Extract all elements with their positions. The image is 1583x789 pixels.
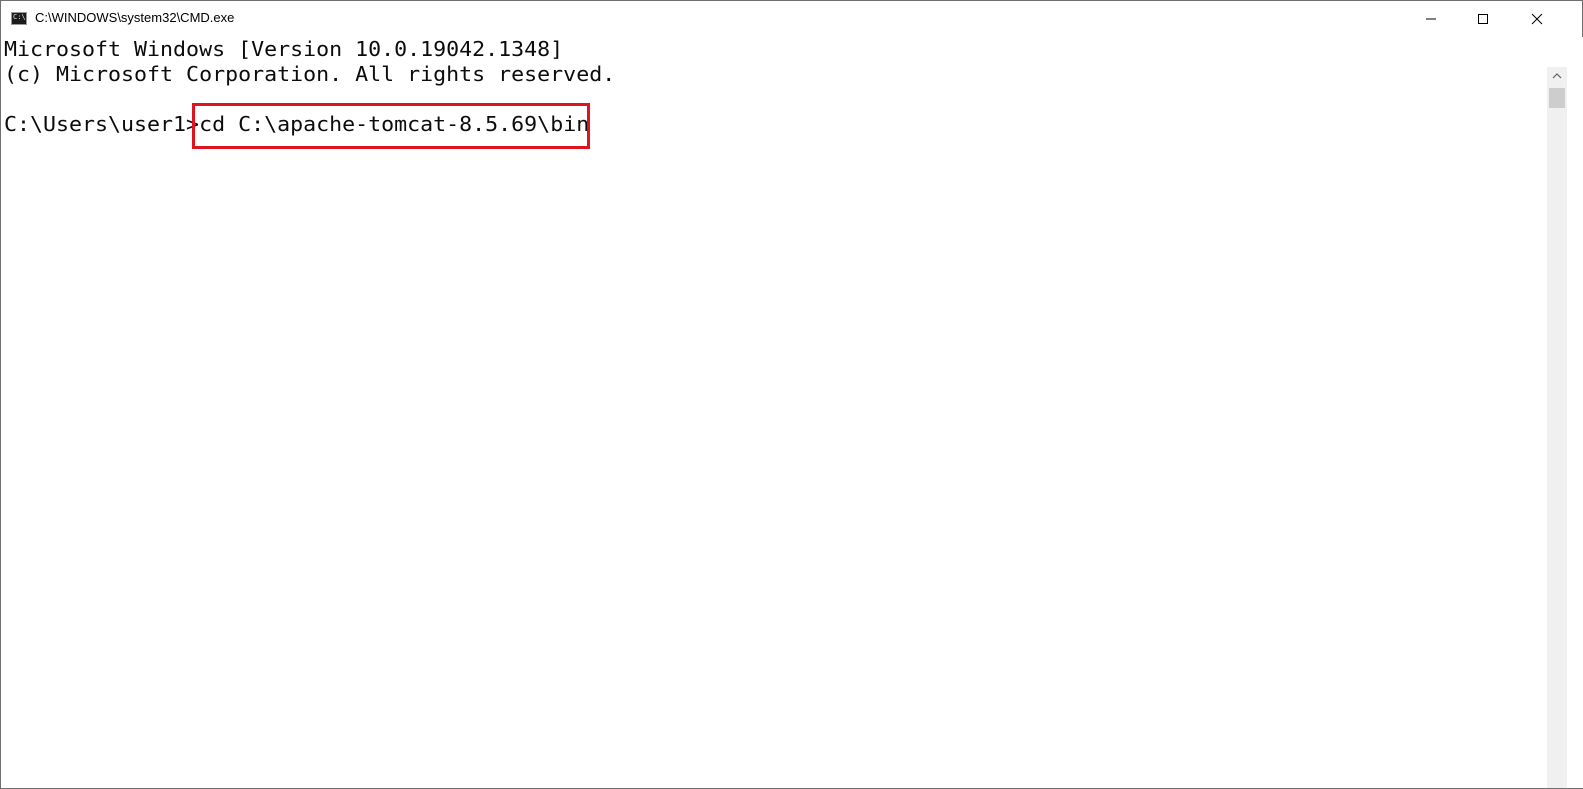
minimize-button[interactable]: [1405, 1, 1457, 37]
close-icon: [1531, 13, 1543, 25]
typed-command: cd C:\apache-tomcat-8.5.69\bin: [199, 112, 590, 136]
close-button[interactable]: [1511, 1, 1563, 37]
minimize-icon: [1425, 13, 1437, 25]
scroll-thumb[interactable]: [1549, 88, 1565, 108]
window-title: C:\WINDOWS\system32\CMD.exe: [35, 10, 235, 25]
console-line-copyright: (c) Microsoft Corporation. All rights reserved.: [4, 62, 616, 86]
window-right-edge: [1567, 37, 1583, 788]
cmd-app-icon[interactable]: [11, 12, 30, 25]
maximize-button[interactable]: [1457, 1, 1509, 37]
prompt-path: C:\Users\user1>: [4, 112, 200, 136]
console-output[interactable]: [2, 37, 1547, 788]
title-bar[interactable]: [1, 1, 1582, 37]
console-line-version: Microsoft Windows [Version 10.0.19042.1348]: [4, 37, 564, 61]
cmd-icon-glyph: C:\.: [13, 13, 30, 21]
scroll-up-button[interactable]: [1547, 67, 1567, 85]
command-highlight-box: [192, 103, 590, 149]
vertical-scrollbar[interactable]: [1547, 67, 1567, 788]
maximize-icon: [1477, 13, 1489, 25]
chevron-up-icon: [1552, 73, 1562, 79]
